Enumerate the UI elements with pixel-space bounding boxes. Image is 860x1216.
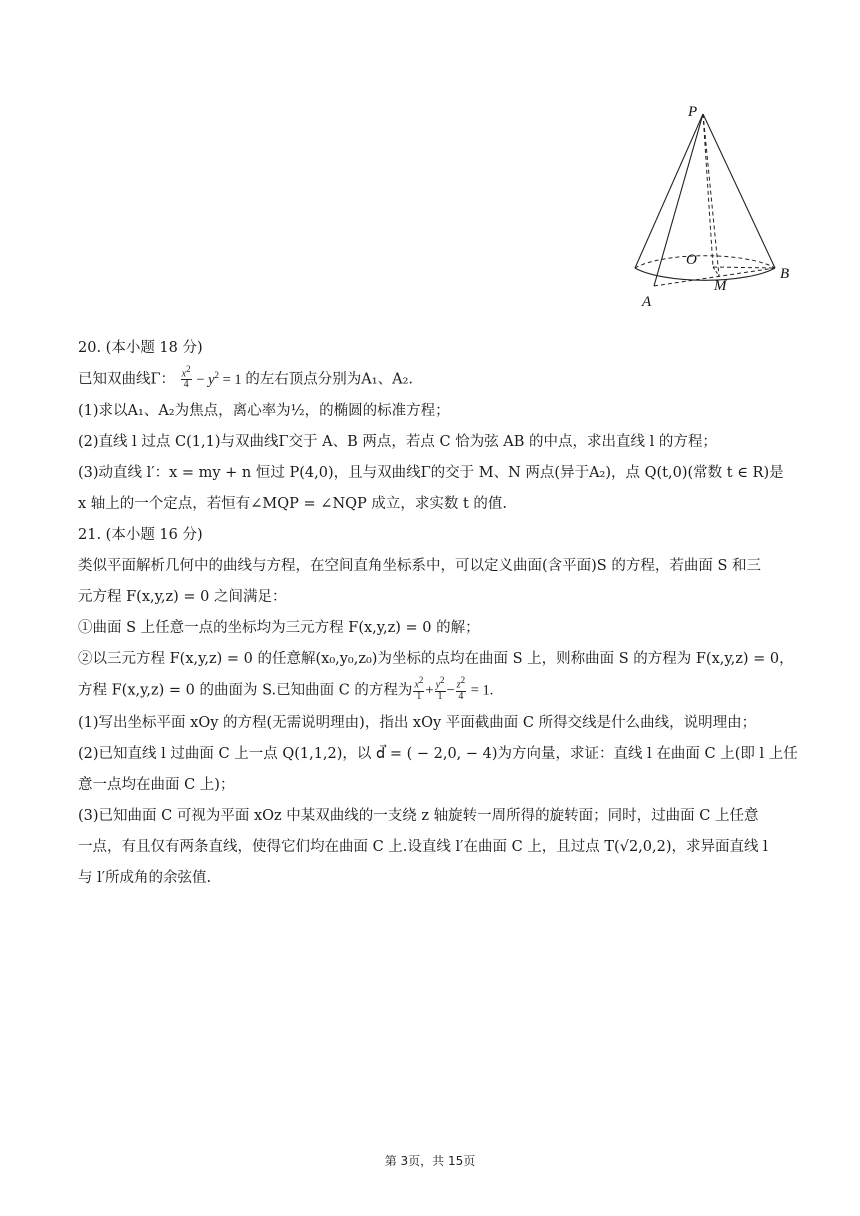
q21-part1: (1)写出坐标平面 xOy 的方程(无需说明理由)，指出 xOy 平面截曲面 C 所得交线是什么曲线，说明理由； — [78, 714, 757, 731]
label-p: P — [688, 104, 698, 120]
cone-figure — [620, 100, 800, 315]
q21-condition1: ①曲面 S 上任意一点的坐标均为三元方程 F(x,y,z) = 0 的解； — [78, 620, 480, 637]
line-ob — [713, 267, 775, 268]
height-po — [703, 114, 713, 267]
label-a: A — [642, 294, 652, 310]
line-pm — [703, 114, 719, 276]
slant-left — [635, 114, 703, 268]
q20-part2: (2)直线 l 过点 C(1,1)与双曲线Γ交于 A、B 两点，若点 C 恰为弦 AB 的中点，求出直线 l 的方程； — [78, 434, 717, 451]
cone-diagram — [620, 100, 800, 315]
q21-part2-line1: (2)已知直线 l 过曲面 C 上一点 Q(1,1,2)，以 d⃗ = ( − 2,0, − 4)为方向量，求证：直线 l 在曲面 C 上(即 l 上任 — [78, 745, 798, 762]
q21-part3-line3: 与 l′所成角的余弦值. — [78, 869, 212, 886]
q21-intro-line1: 类似平面解析几何中的曲线与方程，在空间直角坐标系中，可以定义曲面(含平面)S 的方程，若曲面 S 和三 — [78, 558, 762, 575]
q21-part3-line1: (3)已知曲面 C 可视为平面 xOz 中某双曲线的一支绕 z 轴旋转一周所得的旋转面；同时，过曲面 C 上任意 — [78, 807, 759, 824]
q20-part3-line1: (3)动直线 l′：x = my + n 恒过 P(4,0)，且与双曲线Γ的交于 M、N 两点(异于A₂)，点 Q(t,0)(常数 t ∈ R)是 — [78, 465, 784, 482]
slant-right — [703, 114, 775, 268]
fraction-z2-over-4: $\frac{z^2}{4}$ — [456, 675, 466, 702]
label-b: B — [780, 266, 790, 282]
q20-stem-post: 的左右顶点分别为A₁、A₂. — [245, 371, 413, 388]
q20-stem: 已知双曲线Γ： $\frac{x^2}{4}$ − $y^2 = 1$ 的左右顶点分别为A₁、A₂. — [78, 364, 413, 391]
q20-header: 20. (本小题 18 分) — [78, 340, 203, 356]
base-back-arc — [635, 256, 775, 268]
fraction-x2-over-4: $\frac{x^2}{4}$ — [181, 364, 191, 391]
label-m: M — [714, 278, 727, 294]
q21-header: 21. (本小题 16 分) — [78, 527, 203, 544]
q21-surface-equation: 方程 F(x,y,z) = 0 的曲面为 S.已知曲面 C 的方程为 $\frac{x^2}{1}$ + $\frac{y^2}{1}$ − $\frac{z^2}{4}$ = 1. — [78, 675, 494, 702]
q21-eq-post: = 1. — [467, 683, 494, 699]
q21-intro-line2: 元方程 F(x,y,z) = 0 之间满足： — [78, 589, 287, 606]
label-o: O — [686, 252, 697, 268]
page-footer: 第 3页，共 15页 — [384, 1154, 476, 1168]
q21-part2-line2: 意一点均在曲面 C 上)； — [78, 776, 235, 793]
fraction-x2-over-1: $\frac{x^2}{1}$ — [414, 675, 424, 702]
q20-part3-line2: x 轴上的一个定点，若恒有∠MQP = ∠NQP 成立，求实数 t 的值. — [78, 496, 508, 513]
q21-part3-line2: 一点，有且仅有两条直线，使得它们均在曲面 C 上.设直线 l′在曲面 C 上，且过点 T(√2,0,2)，求异面直线 l — [78, 838, 768, 855]
q21-condition2: ②以三元方程 F(x,y,z) = 0 的任意解(x₀,y₀,z₀)为坐标的点均在曲面 S 上，则称曲面 S 的方程为 F(x,y,z) = 0， — [78, 651, 794, 668]
question-content — [78, 338, 798, 888]
q21-eq-pre: 方程 F(x,y,z) = 0 的曲面为 S.已知曲面 C 的方程为 — [78, 683, 413, 699]
q20-stem-pre: 已知双曲线Γ： — [78, 371, 176, 388]
q20-part1: (1)求以A₁、A₂为焦点，离心率为½，的椭圆的标准方程； — [78, 403, 450, 420]
fraction-y2-over-1: $\frac{y^2}{1}$ — [435, 675, 445, 702]
